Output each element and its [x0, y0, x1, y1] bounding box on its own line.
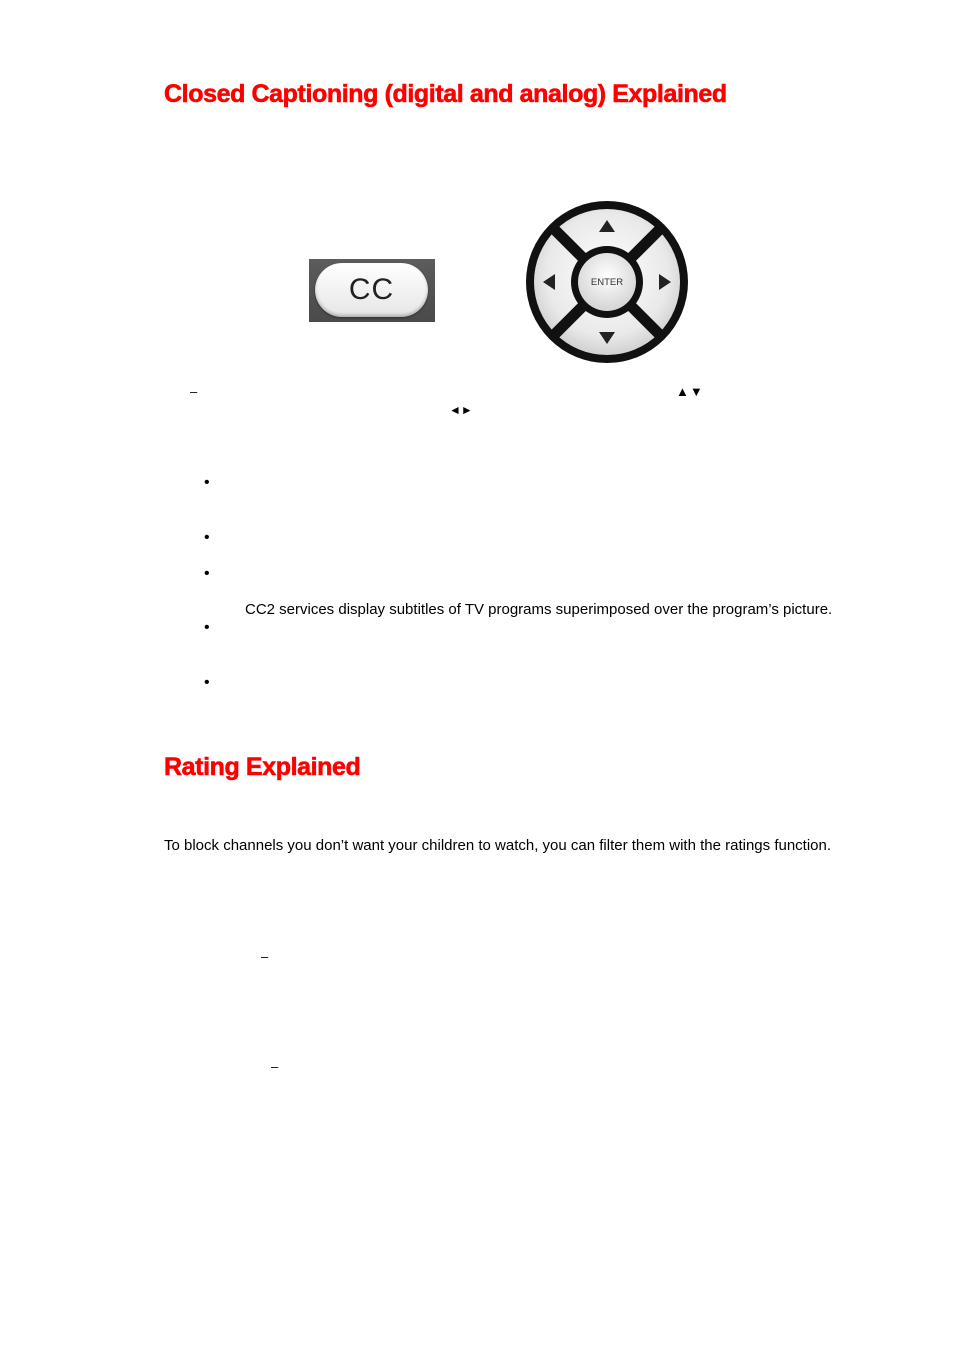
cc-button-image	[309, 259, 435, 322]
section-heading-rating: Rating Explained	[164, 753, 361, 781]
up-down-arrows-icon: ▲▼	[676, 384, 704, 399]
dpad-image	[524, 199, 690, 365]
rating-step-dash: –	[271, 1059, 279, 1074]
cc2-description: CC2 services display subtitles of TV programs superimposed over the program’s picture.	[245, 601, 833, 618]
rating-step-dash: –	[261, 949, 269, 964]
left-right-arrows-icon: ◄►	[449, 403, 473, 417]
list-bullet: •	[204, 474, 210, 491]
section-heading-closed-captioning: Closed Captioning (digital and analog) Explained	[164, 80, 727, 108]
list-bullet: •	[204, 565, 210, 582]
enter-label: ENTER	[590, 277, 624, 288]
cc-button-label: CC	[315, 263, 428, 317]
instruction-dash: –	[190, 384, 198, 399]
list-bullet: •	[204, 619, 210, 636]
list-bullet: •	[204, 674, 210, 691]
rating-intro: To block channels you don’t want your children to watch, you can filter them with the ratings function.	[164, 837, 832, 854]
list-bullet: •	[204, 529, 210, 546]
